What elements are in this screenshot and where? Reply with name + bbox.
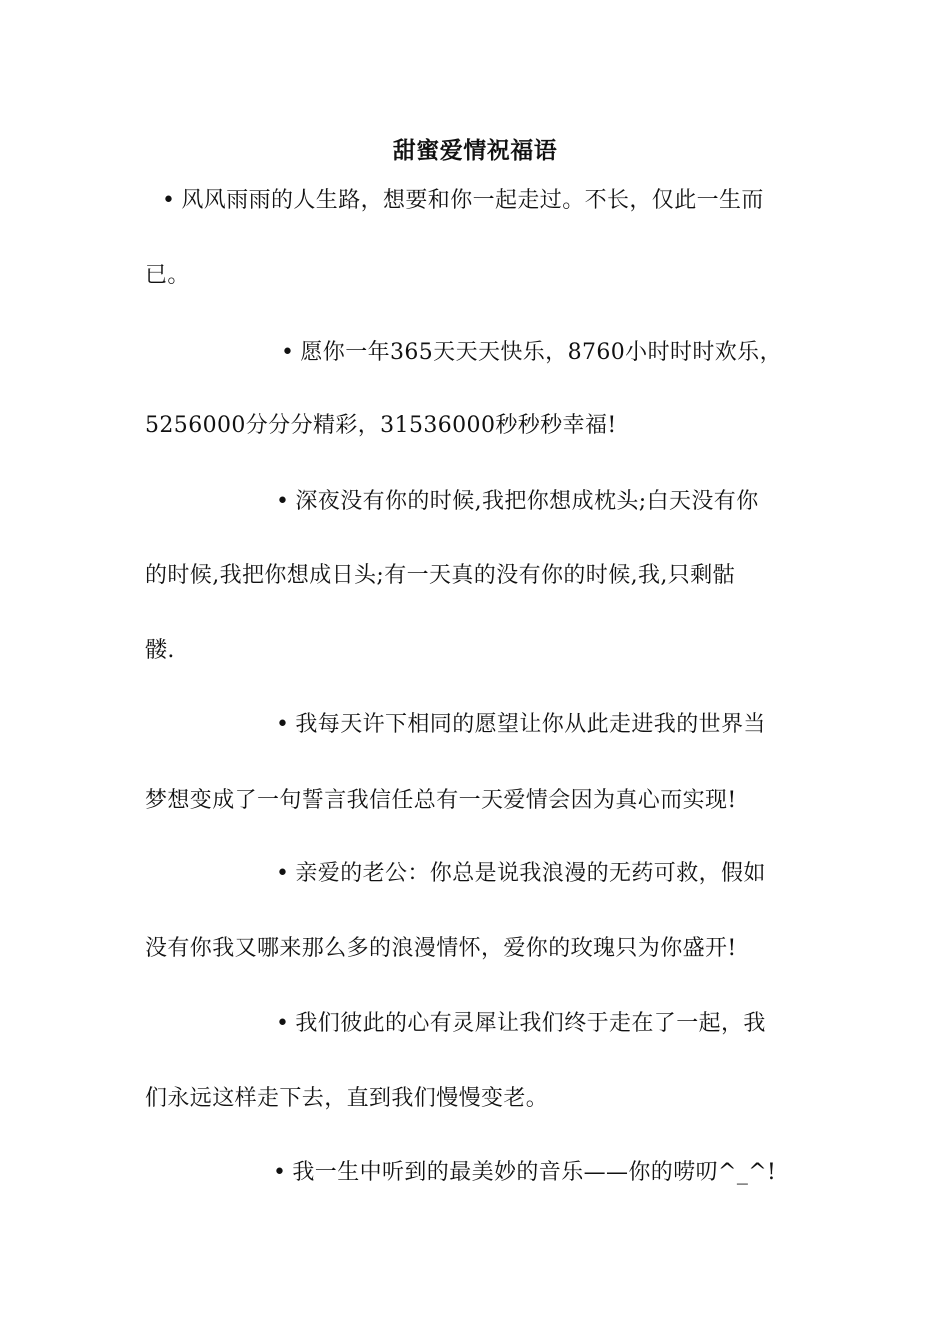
paragraph-5-line-2: 没有你我又哪来那么多的浪漫情怀，爱你的玫瑰只为你盛开! [145,936,737,961]
paragraph-3-line-2: 的时候,我把你想成日头;有一天真的没有你的时候,我,只剩骷 [145,563,735,588]
paragraph-4-line-1: • 我每天许下相同的愿望让你从此走进我的世界当 [276,710,766,740]
bullet-icon: • [276,489,290,514]
bullet-icon: • [276,712,290,737]
paragraph-6-line-1: • 我们彼此的心有灵犀让我们终于走在了一起，我 [276,1009,766,1039]
paragraph-2-line-2: 5256000分分分精彩，31536000秒秒秒幸福! [145,413,617,438]
bullet-icon: • [276,861,290,886]
bullet-icon: • [162,188,176,213]
paragraph-4-line-2: 梦想变成了一句誓言我信任总有一天爱情会因为真心而实现! [145,788,737,813]
paragraph-6-line-2: 们永远这样走下去，直到我们慢慢变老。 [145,1086,549,1111]
paragraph-7-line-1: • 我一生中听到的最美妙的音乐——你的唠叨^_^! [273,1158,776,1188]
bullet-icon: • [273,1160,287,1185]
page-title: 甜蜜爱情祝福语 [392,138,558,164]
bullet-icon: • [276,1011,290,1036]
paragraph-3-line-3: 髅. [145,638,175,663]
bullet-icon: • [281,340,295,365]
paragraph-3-line-1: • 深夜没有你的时候,我把你想成枕头;白天没有你 [276,487,759,517]
paragraph-5-line-1: • 亲爱的老公：你总是说我浪漫的无药可救，假如 [276,859,766,889]
paragraph-1-line-2: 已。 [145,263,190,288]
paragraph-2-line-1: • 愿你一年365天天天快乐，8760小时时时欢乐， [281,338,782,368]
paragraph-1-line-1: • 风风雨雨的人生路，想要和你一起走过。不长，仅此一生而 [162,186,764,216]
